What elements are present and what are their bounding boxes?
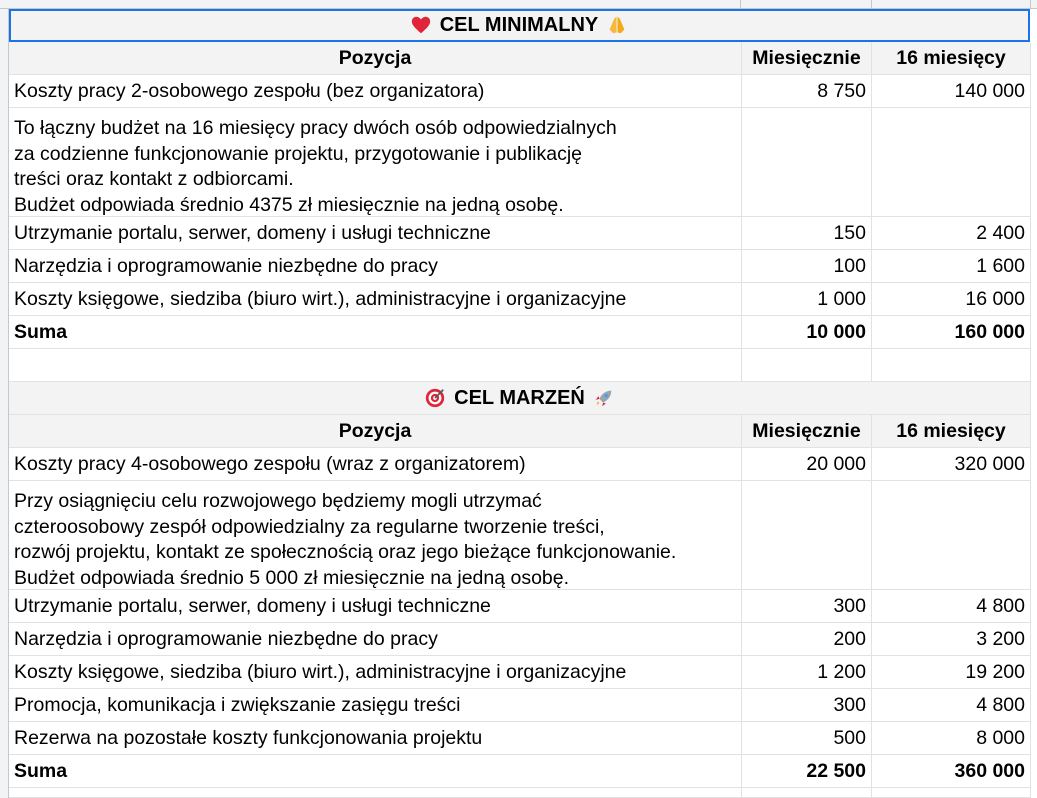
row-total[interactable]: 19 200	[872, 656, 1031, 689]
row-monthly[interactable]: 1 200	[742, 656, 872, 689]
empty-cell[interactable]	[742, 788, 872, 798]
sum-total[interactable]: 360 000	[872, 755, 1031, 788]
row-label[interactable]: Koszty pracy 4-osobowego zespołu (wraz z organizatorem)	[9, 448, 742, 481]
empty-cell[interactable]	[9, 349, 742, 382]
empty-cell[interactable]	[742, 349, 872, 382]
row-monthly[interactable]: 8 750	[742, 75, 872, 108]
row-label[interactable]: Utrzymanie portalu, serwer, domeny i usługi techniczne	[9, 590, 742, 623]
heart-icon	[410, 14, 432, 36]
row-label[interactable]: Promocja, komunikacja i zwiększanie zasięgu treści	[9, 689, 742, 722]
row-label[interactable]: Narzędzia i oprogramowanie niezbędne do pracy	[9, 250, 742, 283]
section-title-dream[interactable]	[9, 382, 1031, 415]
note-line: Budżet odpowiada średnio 5 000 zł miesięcznie na jedną osobę.	[14, 566, 570, 589]
note-line: Budżet odpowiada średnio 4375 zł miesięcznie na jedną osobę.	[14, 193, 564, 216]
row-monthly[interactable]: 150	[742, 217, 872, 250]
column-header-16-months: 16 miesięcy	[872, 415, 1031, 448]
row-monthly[interactable]: 300	[742, 689, 872, 722]
row-monthly[interactable]: 100	[742, 250, 872, 283]
empty-cell[interactable]	[872, 481, 1031, 590]
section-title-text: CEL MARZEŃ	[454, 386, 585, 409]
row-monthly[interactable]: 500	[742, 722, 872, 755]
row-label[interactable]: Koszty księgowe, siedziba (biuro wirt.), administracyjne i organizacyjne	[9, 656, 742, 689]
row-monthly[interactable]: 200	[742, 623, 872, 656]
empty-cell[interactable]	[742, 481, 872, 590]
row-total[interactable]: 4 800	[872, 590, 1031, 623]
column-header-16-months: 16 miesięcy	[872, 42, 1031, 75]
row-total[interactable]: 1 600	[872, 250, 1031, 283]
empty-cell[interactable]	[872, 788, 1031, 798]
note-line: rozwój projektu, kontakt ze społecznością oraz jego bieżące funkcjonowanie.	[14, 541, 677, 563]
row-total[interactable]: 2 400	[872, 217, 1031, 250]
row-label[interactable]: Narzędzia i oprogramowanie niezbędne do pracy	[9, 623, 742, 656]
sum-label[interactable]: Suma	[9, 316, 742, 349]
sum-monthly[interactable]: 10 000	[742, 316, 872, 349]
row-label[interactable]: Koszty pracy 2-osobowego zespołu (bez organizatora)	[9, 75, 742, 108]
column-header-strip	[0, 0, 1037, 9]
column-header-monthly: Miesięcznie	[742, 42, 872, 75]
row-total[interactable]: 4 800	[872, 689, 1031, 722]
row-total[interactable]: 140 000	[872, 75, 1031, 108]
empty-cell[interactable]	[872, 349, 1031, 382]
column-header-position: Pozycja	[9, 42, 742, 75]
row-header-strip	[0, 9, 9, 798]
section-title-text: CEL MINIMALNY	[439, 13, 599, 36]
row-monthly[interactable]: 1 000	[742, 283, 872, 316]
row-monthly[interactable]: 20 000	[742, 448, 872, 481]
note-cell[interactable]	[9, 108, 742, 217]
sum-label[interactable]: Suma	[9, 755, 742, 788]
sum-monthly[interactable]: 22 500	[742, 755, 872, 788]
note-line: treści oraz kontakt z odbiorcami.	[14, 168, 294, 190]
row-total[interactable]: 3 200	[872, 623, 1031, 656]
note-line: Przy osiągnięciu celu rozwojowego będziemy mogli utrzymać	[14, 490, 542, 512]
note-line: za codzienne funkcjonowanie projektu, przygotowanie i publikację	[14, 142, 583, 165]
row-label[interactable]: Utrzymanie portalu, serwer, domeny i usługi techniczne	[9, 217, 742, 250]
empty-cell[interactable]	[9, 788, 742, 798]
row-total[interactable]: 8 000	[872, 722, 1031, 755]
row-label[interactable]: Rezerwa na pozostałe koszty funkcjonowania projektu	[9, 722, 742, 755]
row-total[interactable]: 16 000	[872, 283, 1031, 316]
empty-cell[interactable]	[742, 108, 872, 217]
note-cell[interactable]	[9, 481, 742, 590]
row-total[interactable]: 320 000	[872, 448, 1031, 481]
sum-total[interactable]: 160 000	[872, 316, 1031, 349]
folded-hands-icon	[606, 14, 628, 36]
note-line: czteroosobowy zespół odpowiedzialny za regularne tworzenie treści,	[14, 515, 605, 538]
column-header-position: Pozycja	[9, 415, 742, 448]
row-label[interactable]: Koszty księgowe, siedziba (biuro wirt.), administracyjne i organizacyjne	[9, 283, 742, 316]
section-title-minimal[interactable]	[9, 9, 1030, 42]
empty-cell[interactable]	[872, 108, 1031, 217]
note-line: To łączny budżet na 16 miesięcy pracy dwóch osób odpowiedzialnych	[14, 117, 617, 139]
target-icon	[424, 387, 446, 409]
column-header-monthly: Miesięcznie	[742, 415, 872, 448]
rocket-icon	[593, 387, 615, 409]
row-monthly[interactable]: 300	[742, 590, 872, 623]
